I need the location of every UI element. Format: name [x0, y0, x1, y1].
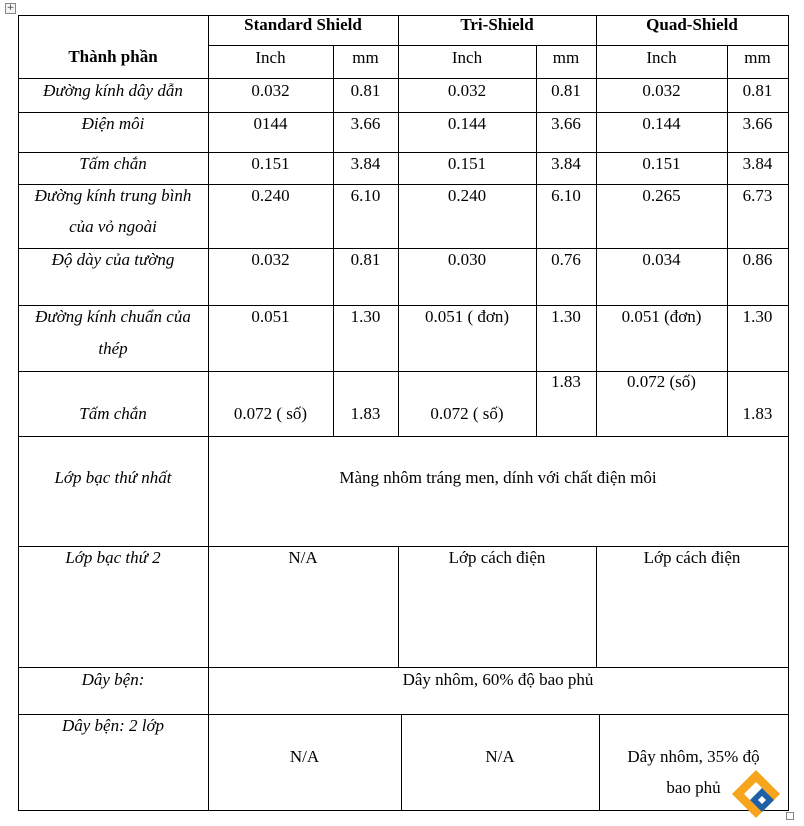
row-label-braid: Dây bện: — [81, 670, 145, 689]
grid-line — [788, 15, 789, 811]
cell-quad-mm: 3.84 — [742, 154, 773, 173]
braid-2-tri: N/A — [485, 747, 515, 766]
braid-2-standard: N/A — [289, 747, 320, 766]
cell-std-mm: 0.81 — [350, 250, 381, 269]
unit-inch: Inch — [451, 48, 483, 67]
silver-2-quad: Lớp cách điện — [643, 548, 741, 567]
cell-std-mm: 1.83 — [350, 404, 381, 423]
row-label-silver-1: Lớp bạc thứ nhất — [54, 468, 172, 487]
header-quad-shield: Quad-Shield — [646, 15, 738, 34]
cell-std-mm: 1.30 — [350, 307, 381, 326]
cell-quad-inch: 0.265 — [642, 186, 681, 205]
cell-quad-inch: 0.151 — [642, 154, 681, 173]
cell-tri-mm: 3.84 — [551, 154, 581, 173]
cell-std-mm: 3.66 — [350, 114, 381, 133]
cell-std-mm: 6.10 — [350, 186, 381, 205]
cell-tri-inch: 0.030 — [447, 250, 487, 269]
cell-std-inch: 0144 — [253, 114, 288, 133]
cell-std-mm: 3.84 — [350, 154, 381, 173]
unit-mm: mm — [744, 48, 771, 67]
cell-std-inch: 0.051 — [251, 307, 290, 326]
row-label: Đường kính dây dẫn — [43, 81, 183, 100]
grid-line — [18, 436, 789, 437]
cell-std-inch: 0.240 — [251, 186, 290, 205]
row-label: thép — [98, 339, 128, 358]
unit-inch: Inch — [255, 48, 286, 67]
header-tri-shield: Tri-Shield — [460, 15, 534, 34]
silver-2-standard: N/A — [288, 548, 318, 567]
cell-tri-mm: 1.83 — [551, 372, 581, 391]
cell-std-mm: 0.81 — [350, 81, 381, 100]
row-label-braid-2: Dây bện: 2 lớp — [61, 716, 165, 735]
unit-inch: Inch — [646, 48, 677, 67]
cell-tri-mm: 0.81 — [551, 81, 581, 100]
row-label-silver-2: Lớp bạc thứ 2 — [65, 548, 161, 567]
grid-line — [18, 810, 789, 811]
cell-quad-inch: 0.051 (đơn) — [621, 307, 702, 326]
row-label: Độ dày của tường — [51, 250, 175, 269]
braid-2-quad: Dây nhôm, 35% độ — [627, 747, 760, 766]
cell-quad-mm: 6.73 — [742, 186, 773, 205]
cell-std-inch: 0.032 — [251, 81, 290, 100]
silver-2-tri: Lớp cách điện — [448, 548, 546, 567]
cell-std-inch: 0.072 ( số) — [233, 404, 308, 423]
cell-quad-mm: 0.81 — [742, 81, 773, 100]
cell-tri-inch: 0.151 — [447, 154, 487, 173]
cell-quad-inch: 0.034 — [642, 250, 681, 269]
cell-tri-inch: 0.051 ( đơn) — [424, 307, 510, 326]
cell-quad-inch: 0.032 — [642, 81, 681, 100]
unit-mm: mm — [552, 48, 580, 67]
cell-quad-mm: 1.30 — [742, 307, 773, 326]
cell-std-inch: 0.151 — [251, 154, 290, 173]
cell-tri-mm: 1.30 — [551, 307, 581, 326]
cell-quad-mm: 3.66 — [742, 114, 773, 133]
cell-tri-inch: 0.032 — [447, 81, 487, 100]
table-resize-handle[interactable] — [786, 812, 794, 820]
braid-value: Dây nhôm, 60% độ bao phủ — [402, 670, 594, 689]
header-component: Thành phần — [68, 47, 158, 66]
braid-2-quad: bao phủ — [666, 778, 721, 797]
cell-quad-mm: 1.83 — [742, 404, 773, 423]
cell-tri-inch: 0.072 ( số) — [430, 404, 504, 423]
cell-tri-mm: 3.66 — [551, 114, 581, 133]
cell-tri-inch: 0.144 — [447, 114, 487, 133]
brand-logo-icon — [728, 768, 784, 818]
row-label: Tấm chắn — [79, 154, 147, 173]
silver-1-value: Màng nhôm tráng men, dính với chất điện môi — [339, 468, 657, 487]
move-handle-icon[interactable]: + — [6, 3, 15, 13]
cell-quad-inch: 0.072 (số) — [627, 372, 696, 391]
header-standard-shield: Standard Shield — [244, 15, 362, 34]
row-label: Tấm chắn — [79, 404, 147, 423]
cell-quad-mm: 0.86 — [742, 250, 773, 269]
cell-tri-inch: 0.240 — [447, 186, 487, 205]
row-label: Đường kính chuẩn của — [35, 307, 191, 326]
cell-tri-mm: 6.10 — [551, 186, 581, 205]
cell-quad-inch: 0.144 — [642, 114, 681, 133]
cell-tri-mm: 0.76 — [551, 250, 581, 269]
row-label: của vỏ ngoài — [69, 217, 157, 236]
row-label: Đường kính trung bình — [34, 186, 192, 205]
cell-std-inch: 0.032 — [251, 250, 290, 269]
unit-mm: mm — [352, 48, 379, 67]
row-label: Điện môi — [81, 114, 145, 133]
